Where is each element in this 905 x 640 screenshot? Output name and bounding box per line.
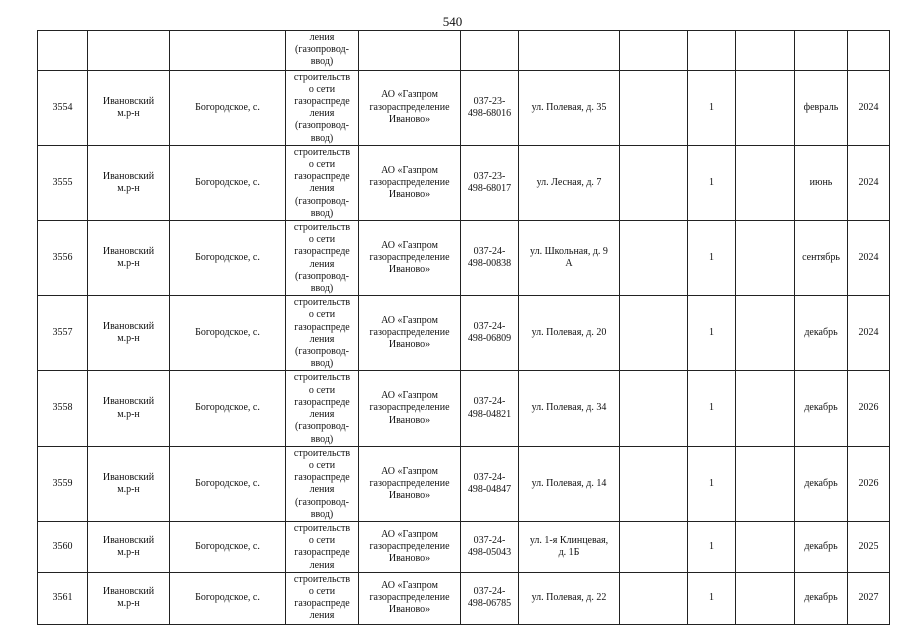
cell-year: [848, 296, 890, 371]
cell-work-type-text: строительств о сети газораспреде ления (газопровод- ввод): [293, 372, 351, 445]
cell-month-text: декабрь: [804, 402, 838, 414]
cell-settlement-text: Богородское, с.: [195, 592, 260, 604]
cell-address: [519, 31, 620, 71]
cell-quantity-text: 1: [709, 101, 714, 113]
cell-empty: [736, 221, 795, 296]
cell-district-text: Ивановский м.р-н: [102, 170, 155, 194]
cell-district: [88, 221, 170, 296]
cell-month: [795, 446, 848, 521]
cell-address-text: ул. Полевая, д. 14: [531, 477, 607, 489]
cell-district: [88, 145, 170, 220]
cell-organization: [359, 31, 461, 71]
cell-organization-text: АО «Газпром газораспределение Иваново»: [369, 239, 450, 276]
cell-month-text: декабрь: [804, 592, 838, 604]
table-row: [38, 296, 890, 371]
cell-district: [88, 521, 170, 572]
cell-district-text: Ивановский м.р-н: [102, 95, 155, 119]
cell-address: [519, 446, 620, 521]
cell-month-text: декабрь: [804, 327, 838, 339]
cell-organization-text: АО «Газпром газораспределение Иваново»: [369, 528, 450, 564]
cell-quantity-text: 1: [709, 402, 714, 414]
cell-year: [848, 31, 890, 71]
cell-code: [461, 70, 519, 145]
cell-number: [38, 572, 88, 624]
cell-work-type: [286, 31, 359, 71]
cell-month: [795, 572, 848, 624]
table-row: [38, 521, 890, 572]
cell-number-text: 3554: [52, 101, 73, 113]
cell-code: [461, 521, 519, 572]
cell-year-text: 2024: [858, 101, 879, 113]
cell-month: [795, 371, 848, 446]
cell-empty: [736, 446, 795, 521]
cell-settlement: [170, 296, 286, 371]
cell-settlement: [170, 70, 286, 145]
cell-work-type-text: строительств о сети газораспреде ления (газопровод- ввод): [293, 297, 351, 370]
cell-settlement-text: Богородское, с.: [195, 252, 260, 264]
cell-month-text: декабрь: [804, 477, 838, 489]
cell-number: [38, 70, 88, 145]
table-row: [38, 446, 890, 521]
cell-quantity-text: 1: [709, 327, 714, 339]
cell-year: [848, 371, 890, 446]
cell-settlement-text: Богородское, с.: [195, 327, 260, 339]
cell-number: [38, 31, 88, 71]
cell-district-text: Ивановский м.р-н: [102, 321, 155, 345]
cell-number: [38, 145, 88, 220]
cell-empty: [620, 70, 688, 145]
cell-empty: [620, 446, 688, 521]
cell-empty: [620, 371, 688, 446]
cell-month: [795, 221, 848, 296]
cell-address: [519, 521, 620, 572]
cell-year-text: 2024: [858, 176, 879, 188]
cell-organization-text: АО «Газпром газораспределение Иваново»: [369, 89, 450, 125]
cell-quantity: [688, 446, 736, 521]
cell-district: [88, 296, 170, 371]
cell-work-type-text: строительств о сети газораспреде ления: [293, 522, 351, 571]
cell-year: [848, 70, 890, 145]
cell-number-text: 3556: [52, 252, 73, 264]
cell-code-text: 037-23- 498-68016: [467, 95, 512, 119]
cell-work-type: [286, 572, 359, 624]
cell-quantity-text: 1: [709, 252, 714, 264]
cell-empty: [620, 521, 688, 572]
cell-quantity: [688, 521, 736, 572]
cell-district-text: Ивановский м.р-н: [102, 396, 155, 420]
cell-organization: [359, 221, 461, 296]
cell-settlement: [170, 145, 286, 220]
cell-address-text: ул. Полевая, д. 35: [531, 101, 607, 113]
cell-year-text: 2024: [858, 327, 879, 339]
cell-settlement-text: Богородское, с.: [195, 101, 260, 113]
cell-empty: [620, 221, 688, 296]
cell-empty: [736, 145, 795, 220]
cell-organization: [359, 70, 461, 145]
cell-month: [795, 31, 848, 71]
cell-month: [795, 145, 848, 220]
cell-month-text: июнь: [809, 176, 833, 188]
cell-address-text: ул. 1-я Клинцевая, д. 1Б: [529, 534, 609, 558]
cell-quantity: [688, 371, 736, 446]
cell-settlement: [170, 446, 286, 521]
cell-quantity: [688, 31, 736, 71]
cell-empty: [736, 572, 795, 624]
cell-address: [519, 145, 620, 220]
cell-empty: [736, 371, 795, 446]
cell-empty: [736, 70, 795, 145]
cell-empty: [620, 145, 688, 220]
cell-organization-text: АО «Газпром газораспределение Иваново»: [369, 390, 450, 426]
cell-organization-text: АО «Газпром газораспределение Иваново»: [369, 164, 450, 201]
cell-settlement: [170, 371, 286, 446]
cell-address-text: ул. Полевая, д. 22: [531, 592, 607, 604]
cell-work-type: [286, 446, 359, 521]
cell-empty: [736, 31, 795, 71]
cell-number: [38, 446, 88, 521]
cell-code-text: 037-23- 498-68017: [467, 170, 512, 194]
cell-work-type: [286, 296, 359, 371]
cell-number: [38, 521, 88, 572]
cell-district-text: Ивановский м.р-н: [102, 534, 155, 558]
table-row: [38, 145, 890, 220]
cell-district: [88, 446, 170, 521]
cell-settlement: [170, 31, 286, 71]
cell-number-text: 3555: [52, 176, 73, 188]
cell-year: [848, 572, 890, 624]
cell-work-type-text: строительств о сети газораспреде ления (газопровод- ввод): [293, 71, 351, 144]
cell-number-text: 3558: [52, 402, 73, 414]
cell-code: [461, 296, 519, 371]
cell-month: [795, 296, 848, 371]
cell-year-text: 2025: [858, 540, 879, 552]
cell-district-text: Ивановский м.р-н: [102, 471, 155, 495]
table-row-continuation: [38, 31, 890, 71]
cell-number-text: 3561: [52, 592, 73, 604]
cell-empty: [736, 296, 795, 371]
cell-organization-text: АО «Газпром газораспределение Иваново»: [369, 579, 450, 616]
cell-settlement: [170, 221, 286, 296]
cell-settlement-text: Богородское, с.: [195, 176, 260, 188]
cell-work-type: [286, 221, 359, 296]
cell-district: [88, 31, 170, 71]
cell-empty: [620, 31, 688, 71]
cell-code: [461, 145, 519, 220]
cell-code: [461, 371, 519, 446]
cell-year-text: 2026: [858, 477, 879, 489]
cell-address: [519, 296, 620, 371]
cell-quantity: [688, 572, 736, 624]
cell-organization-text: АО «Газпром газораспределение Иваново»: [369, 315, 450, 351]
cell-year: [848, 521, 890, 572]
cell-quantity-text: 1: [709, 592, 714, 604]
cell-number-text: 3557: [52, 327, 73, 339]
cell-work-type-text: строительств о сети газораспреде ления (газопровод- ввод): [293, 447, 351, 520]
cell-quantity: [688, 296, 736, 371]
cell-work-type: [286, 70, 359, 145]
cell-settlement-text: Богородское, с.: [195, 477, 260, 489]
cell-year-text: 2024: [858, 252, 879, 264]
cell-district: [88, 572, 170, 624]
cell-work-type: [286, 145, 359, 220]
cell-address: [519, 371, 620, 446]
cell-organization-text: АО «Газпром газораспределение Иваново»: [369, 465, 450, 501]
cell-number-text: 3559: [52, 477, 73, 489]
cell-address-text: ул. Полевая, д. 20: [531, 327, 607, 339]
cell-work-type: [286, 371, 359, 446]
cell-address: [519, 221, 620, 296]
register-table-body: [38, 31, 890, 625]
cell-year: [848, 221, 890, 296]
cell-code-text: 037-24- 498-06785: [467, 586, 512, 610]
cell-organization: [359, 145, 461, 220]
cell-number: [38, 221, 88, 296]
cell-work-type: [286, 521, 359, 572]
cell-code-text: 037-24- 498-06809: [467, 321, 512, 345]
cell-address: [519, 572, 620, 624]
cell-work-type-text: строительств о сети газораспреде ления: [293, 573, 351, 622]
cell-empty: [620, 572, 688, 624]
cell-month-text: февраль: [803, 101, 839, 113]
cell-quantity: [688, 70, 736, 145]
cell-work-type-text: строительств о сети газораспреде ления (газопровод- ввод): [293, 222, 351, 295]
cell-code-text: 037-24- 498-04821: [467, 396, 512, 420]
cell-address: [519, 70, 620, 145]
cell-code: [461, 446, 519, 521]
cell-quantity-text: 1: [709, 477, 714, 489]
cell-quantity: [688, 221, 736, 296]
table-row: [38, 221, 890, 296]
cell-quantity: [688, 145, 736, 220]
cell-district: [88, 70, 170, 145]
cell-quantity-text: 1: [709, 176, 714, 188]
cell-empty: [620, 296, 688, 371]
cell-month: [795, 70, 848, 145]
cell-year-text: 2026: [858, 402, 879, 414]
cell-organization: [359, 446, 461, 521]
gas-connection-register-table: [37, 30, 890, 625]
work-type-text: ления (газопровод- ввод): [295, 32, 349, 68]
cell-empty: [736, 521, 795, 572]
cell-organization: [359, 296, 461, 371]
cell-code-text: 037-24- 498-05043: [467, 534, 512, 558]
cell-number: [38, 296, 88, 371]
cell-settlement-text: Богородское, с.: [195, 402, 260, 414]
cell-address-text: ул. Лесная, д. 7: [536, 176, 602, 188]
cell-settlement: [170, 572, 286, 624]
cell-address-text: ул. Полевая, д. 34: [531, 402, 607, 414]
cell-month-text: декабрь: [804, 540, 838, 552]
cell-code: [461, 221, 519, 296]
cell-month: [795, 521, 848, 572]
cell-settlement-text: Богородское, с.: [195, 540, 260, 552]
cell-year-text: 2027: [858, 592, 879, 604]
cell-code: [461, 572, 519, 624]
cell-organization: [359, 521, 461, 572]
cell-address-text: ул. Школьная, д. 9 А: [530, 245, 608, 270]
cell-month-text: сентябрь: [802, 252, 840, 264]
cell-year: [848, 145, 890, 220]
table-row: [38, 371, 890, 446]
table-row: [38, 70, 890, 145]
cell-organization: [359, 572, 461, 624]
cell-district-text: Ивановский м.р-н: [102, 586, 155, 610]
cell-code-text: 037-24- 498-00838: [467, 245, 512, 270]
cell-district-text: Ивановский м.р-н: [102, 245, 155, 270]
cell-code-text: 037-24- 498-04847: [467, 471, 512, 495]
cell-quantity-text: 1: [709, 540, 714, 552]
cell-code: [461, 31, 519, 71]
cell-number-text: 3560: [52, 540, 73, 552]
table-row: [38, 572, 890, 624]
cell-settlement: [170, 521, 286, 572]
cell-organization: [359, 371, 461, 446]
cell-number: [38, 371, 88, 446]
cell-district: [88, 371, 170, 446]
page-number: 540: [442, 14, 463, 29]
cell-work-type-text: строительств о сети газораспреде ления (газопровод- ввод): [293, 146, 351, 219]
cell-year: [848, 446, 890, 521]
